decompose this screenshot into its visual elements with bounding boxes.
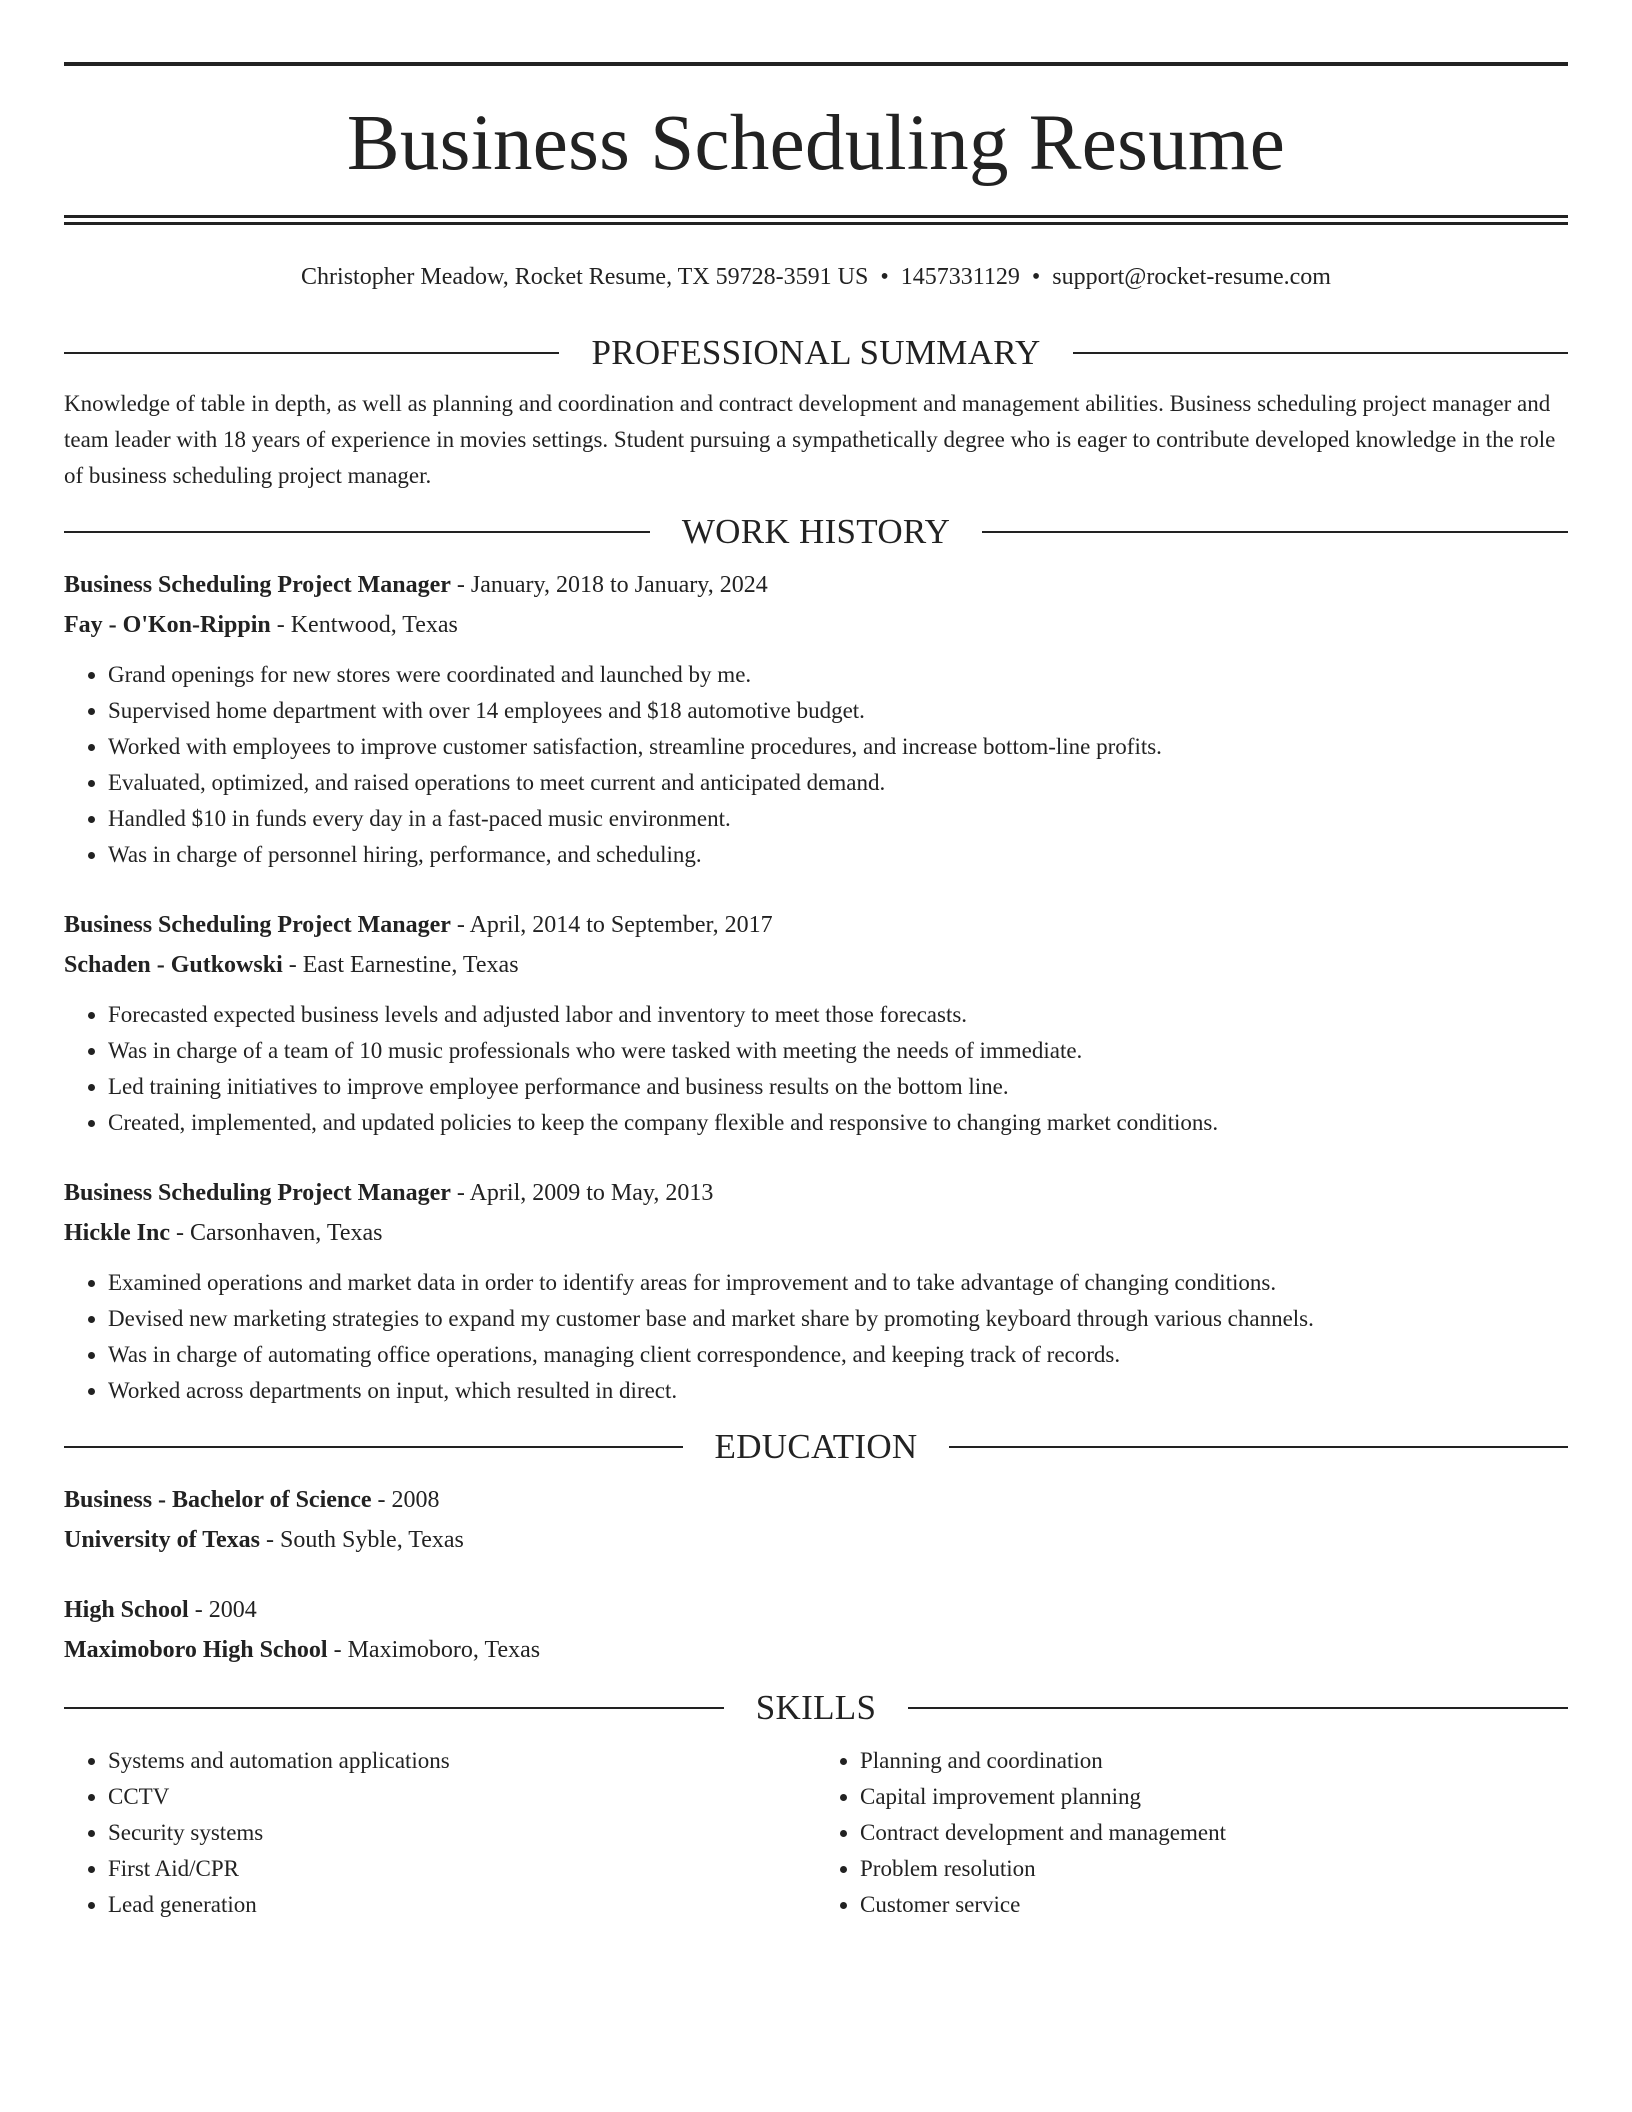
job-company: Fay - O'Kon-Rippin xyxy=(64,612,271,638)
section-heading-label: WORK HISTORY xyxy=(681,512,951,551)
list-item: • Capital improvement planning xyxy=(860,1779,1568,1815)
job-role: Business Scheduling Project Manager xyxy=(64,572,451,598)
list-item: • Lead generation xyxy=(108,1887,816,1923)
list-item: • First Aid/CPR xyxy=(108,1851,816,1887)
school: Maximoboro High School xyxy=(64,1637,328,1663)
job-company: Hickle Inc xyxy=(64,1220,170,1246)
section-heading-skills xyxy=(64,1690,1568,1725)
list-item: • Evaluated, optimized, and raised operations to meet current and anticipated demand. xyxy=(108,765,1568,801)
list-item: • Forecasted expected business levels and adjusted labor and inventory to meet those forecasts. xyxy=(108,997,1568,1033)
job-title-line xyxy=(64,1173,1568,1213)
skills-list-left xyxy=(64,1743,816,1923)
degree: Business - Bachelor of Science xyxy=(64,1487,372,1513)
list-item: • CCTV xyxy=(108,1779,816,1815)
job-bullets xyxy=(64,657,1568,873)
contact-email: support@rocket-resume.com xyxy=(1052,264,1331,290)
list-item: • Created, implemented, and updated policies to keep the company flexible and responsive to changing market conditions. xyxy=(108,1105,1568,1141)
job-dates: - April, 2009 to May, 2013 xyxy=(450,1180,714,1206)
heading-rule xyxy=(1073,352,1568,354)
school-line xyxy=(64,1630,1568,1670)
list-item: • Planning and coordination xyxy=(860,1743,1568,1779)
summary-text: Knowledge of table in depth, as well as planning and coordination and contract development and management abilities. Business scheduling project manager and team leader with 18 years of experience in movies settings. Student pursuing a sympathetically degree who is eager to contribute developed knowledge in the role of business scheduling project manager. xyxy=(64,391,1556,488)
contact-line xyxy=(64,265,1568,289)
heading-rule xyxy=(64,1707,724,1709)
contact-separator: • xyxy=(880,264,889,290)
job-location: - Carsonhaven, Texas xyxy=(170,1220,383,1246)
job-role: Business Scheduling Project Manager xyxy=(64,1180,451,1206)
section-heading-work-history xyxy=(64,514,1568,549)
list-item: • Grand openings for new stores were coordinated and launched by me. xyxy=(108,657,1568,693)
education-entry xyxy=(64,1590,1568,1670)
section-heading-label: EDUCATION xyxy=(714,1427,918,1466)
list-item: • Devised new marketing strategies to expand my customer base and market share by promoting keyboard through various channels. xyxy=(108,1301,1568,1337)
list-item: • Led training initiatives to improve employee performance and business results on the bottom line. xyxy=(108,1069,1568,1105)
education-entry xyxy=(64,1480,1568,1560)
heading-rule xyxy=(64,352,559,354)
degree-year: - 2004 xyxy=(188,1597,257,1623)
resume-title: Business Scheduling Resume xyxy=(346,100,1286,187)
section-heading-summary xyxy=(64,335,1568,370)
list-item: • Contract development and management xyxy=(860,1815,1568,1851)
job-entry xyxy=(64,565,1568,873)
job-entry xyxy=(64,905,1568,1141)
top-rule xyxy=(64,62,1568,66)
job-company-line xyxy=(64,1213,1568,1253)
skills-list-right xyxy=(816,1743,1568,1923)
list-item: • Supervised home department with over 14 employees and $18 automotive budget. xyxy=(108,693,1568,729)
double-rule xyxy=(64,215,1568,225)
contact-phone: 1457331129 xyxy=(900,264,1020,290)
job-location: - Kentwood, Texas xyxy=(270,612,458,638)
school-location: - Maximoboro, Texas xyxy=(327,1637,541,1663)
degree-line xyxy=(64,1480,1568,1520)
contact-separator: • xyxy=(1031,264,1041,290)
heading-rule xyxy=(64,531,650,533)
job-entry xyxy=(64,1173,1568,1409)
list-item: • Customer service xyxy=(860,1887,1568,1923)
job-company-line xyxy=(64,605,1568,645)
skills-columns xyxy=(64,1743,1568,1923)
heading-rule xyxy=(64,1446,683,1448)
heading-rule xyxy=(949,1446,1568,1448)
section-heading-education xyxy=(64,1429,1568,1464)
list-item: • Worked with employees to improve customer satisfaction, streamline procedures, and increase bottom-line profits. xyxy=(108,729,1568,765)
contact-address: Christopher Meadow, Rocket Resume, TX 59728-3591 US xyxy=(301,264,869,290)
job-dates: - January, 2018 to January, 2024 xyxy=(450,572,768,598)
degree-line xyxy=(64,1590,1568,1630)
job-location: - East Earnestine, Texas xyxy=(282,952,519,978)
section-heading-label: SKILLS xyxy=(755,1688,877,1727)
section-heading-label: PROFESSIONAL SUMMARY xyxy=(591,333,1041,372)
job-title-line xyxy=(64,565,1568,605)
heading-rule xyxy=(982,531,1568,533)
list-item: • Security systems xyxy=(108,1815,816,1851)
list-item: • Examined operations and market data in order to identify areas for improvement and to take advantage of changing conditions. xyxy=(108,1265,1568,1301)
list-item: • Was in charge of personnel hiring, performance, and scheduling. xyxy=(108,837,1568,873)
job-title-line xyxy=(64,905,1568,945)
list-item: • Was in charge of a team of 10 music professionals who were tasked with meeting the needs of immediate. xyxy=(108,1033,1568,1069)
school-location: - South Syble, Texas xyxy=(260,1527,464,1553)
degree-year: - 2008 xyxy=(371,1487,440,1513)
list-item: • Systems and automation applications xyxy=(108,1743,816,1779)
job-company: Schaden - Gutkowski xyxy=(64,952,283,978)
job-role: Business Scheduling Project Manager xyxy=(64,912,451,938)
degree: High School xyxy=(64,1597,189,1623)
list-item: • Problem resolution xyxy=(860,1851,1568,1887)
list-item: • Was in charge of automating office operations, managing client correspondence, and keeping track of records. xyxy=(108,1337,1568,1373)
heading-rule xyxy=(908,1707,1568,1709)
job-bullets xyxy=(64,1265,1568,1409)
list-item: • Worked across departments on input, which resulted in direct. xyxy=(108,1373,1568,1409)
job-company-line xyxy=(64,945,1568,985)
job-bullets xyxy=(64,997,1568,1141)
job-dates: - April, 2014 to September, 2017 xyxy=(450,912,773,938)
list-item: • Handled $10 in funds every day in a fast-paced music environment. xyxy=(108,801,1568,837)
school: University of Texas xyxy=(64,1527,261,1553)
school-line xyxy=(64,1520,1568,1560)
